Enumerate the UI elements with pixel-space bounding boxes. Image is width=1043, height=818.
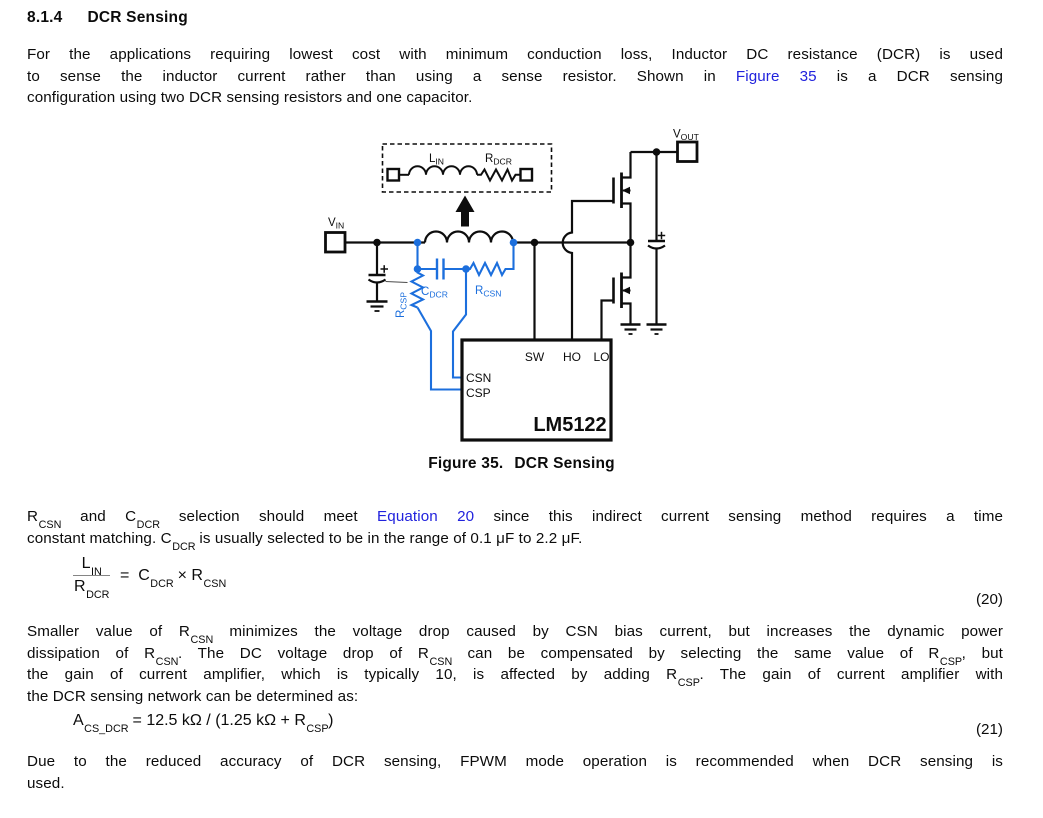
cdcr-label: $C_{DCR}$ — [421, 286, 448, 300]
section-number: 8.1.4 — [27, 9, 63, 26]
text-line: dissipation of $R_{CSN}$. The DC voltage drop of $R_{CSN}$ can be compensated by selecting the same value of $R_{CSP}$, but — [27, 644, 1003, 668]
vout-label: $V_{OUT}$ — [673, 128, 699, 143]
text-line: the DCR sensing network can be determined as: — [27, 688, 359, 706]
high-side-mosfet — [614, 152, 631, 243]
terminal-square — [521, 169, 533, 181]
figure-caption-label: Figure 35. — [428, 455, 504, 472]
fraction: $\frac{L_{IN}}{R_{DCR}}$ — [74, 555, 110, 602]
junction-dots — [373, 148, 660, 246]
terminal-square — [388, 169, 400, 181]
equation-20-link[interactable]: Equation 20 — [377, 508, 475, 525]
ho-pin-wire-with-hop — [563, 201, 614, 340]
figure-caption-title: DCR Sensing — [514, 455, 615, 472]
lm5122-block — [462, 340, 611, 440]
subscripted-term: $R_{CSN}$ — [178, 623, 214, 647]
leader-line — [386, 282, 408, 283]
main-inductor-symbol — [425, 232, 513, 243]
subscripted-term: $C_{DCR}$ — [125, 508, 161, 532]
vin-terminal — [326, 233, 346, 253]
text-line: constant matching. $C_{DCR}$ is usually selected to be in the range of 0.1 μF to 2.2 μF. — [27, 529, 583, 553]
lin-label: $L_{IN}$ — [429, 153, 444, 167]
equation-21: $A_{CS\_DCR} = 12.5$ kΩ / (1.25 $k\Omega + R_{CSP}$) — [73, 712, 334, 736]
text-line: Due to the reduced accuracy of DCR sensing, FPWM mode operation is recommended when DCR sensing is — [27, 753, 1003, 770]
body-arrow — [622, 187, 630, 194]
vin-label: $V_{IN}$ — [328, 217, 345, 231]
section-heading — [27, 9, 188, 27]
equation-20-number: (20) — [975, 591, 1003, 608]
subscripted-term: $R_{CSN}$ — [27, 508, 62, 532]
subscripted-term: $C_{DCR}$ — [138, 566, 174, 590]
subscripted-term: $C_{DCR}$ — [160, 529, 196, 553]
plus-sign — [381, 265, 389, 273]
cap-ground — [647, 325, 667, 335]
paragraph-intro — [27, 44, 1003, 109]
subscripted-term: $R_{CSP}$ — [294, 712, 329, 736]
pin-csp-label: CSP — [466, 386, 491, 400]
text-line: configuration using two DCR sensing resistors and one capacitor. — [27, 89, 473, 107]
rdcr-label: $R_{DCR}$ — [485, 153, 512, 167]
inductor-dcr-model-box — [383, 144, 552, 192]
pin-sw-label: SW — [524, 350, 545, 364]
rcsp-label: $R_{CSP}$ — [395, 292, 409, 318]
fet-ground — [621, 325, 641, 335]
chip-name: LM5122 — [533, 414, 607, 436]
vout-terminal — [678, 142, 698, 162]
text-line: used. — [27, 774, 65, 792]
subscripted-term: $R_{CSN}$ — [144, 644, 179, 668]
plus-sign — [658, 232, 665, 239]
output-capacitor — [648, 152, 665, 325]
section-title: DCR Sensing — [87, 9, 188, 26]
lo-pin-wire — [602, 301, 614, 341]
equation-21-number: (21) — [975, 721, 1003, 738]
dcr-sensing-figure — [300, 118, 720, 450]
figure-caption — [0, 455, 1043, 473]
subscripted-term: $R_{CSN}$ — [417, 644, 453, 668]
text-line: Smaller value of $R_{CSN}$ minimizes the voltage drop caused by CSN bias current, but increases the dynamic power — [27, 623, 1003, 647]
equation-20 — [73, 555, 227, 602]
paragraph-fpwm-note — [27, 751, 1003, 794]
paragraph-selection — [27, 506, 1004, 553]
text-line: to sense the inductor current rather than using a sense resistor. Shown in Figure 35 is a DCR sensing — [27, 67, 1003, 85]
subscripted-term: $R_{CSP}$ — [666, 666, 700, 690]
text-line: For the applications requiring lowest cost with minimum conduction loss, Inductor DC resistance (DCR) is used — [27, 46, 1003, 63]
input-ground — [367, 302, 388, 312]
subscripted-term: $R_{CSN}$ — [191, 566, 227, 590]
up-arrow — [456, 196, 475, 227]
rcsn-resistor-symbol — [466, 243, 514, 276]
pin-csn-label: CSN — [466, 371, 492, 385]
resistor-rdcr-symbol — [477, 170, 521, 181]
figure-35-link[interactable]: Figure 35 — [735, 67, 817, 85]
pin-ho-label: HO — [563, 350, 581, 364]
inductor-lin-symbol — [409, 166, 477, 175]
rcsn-label: $R_{CSN}$ — [475, 285, 502, 299]
subscripted-term: $A_{CS\_DCR}$ — [73, 712, 129, 736]
pin-lo-label: LO — [593, 350, 610, 364]
subscripted-term: $R_{CSP}$ — [928, 644, 963, 668]
text-line: $R_{CSN}$ and $C_{DCR}$ selection should meet Equation 20 since this indirect current sensing method requires a time — [27, 508, 1004, 532]
body-arrow — [622, 287, 630, 294]
text-line: the gain of current amplifier, which is typically 10, is affected by adding $R_{CSP}$. The gain of current amplifier with — [27, 666, 1003, 690]
blue-junction-dots — [414, 239, 518, 273]
paragraph-rcsn-tradeoff — [27, 621, 1003, 708]
equation-20-rhs: = $C_{DCR} \times R_{CSN}$ — [119, 566, 227, 590]
